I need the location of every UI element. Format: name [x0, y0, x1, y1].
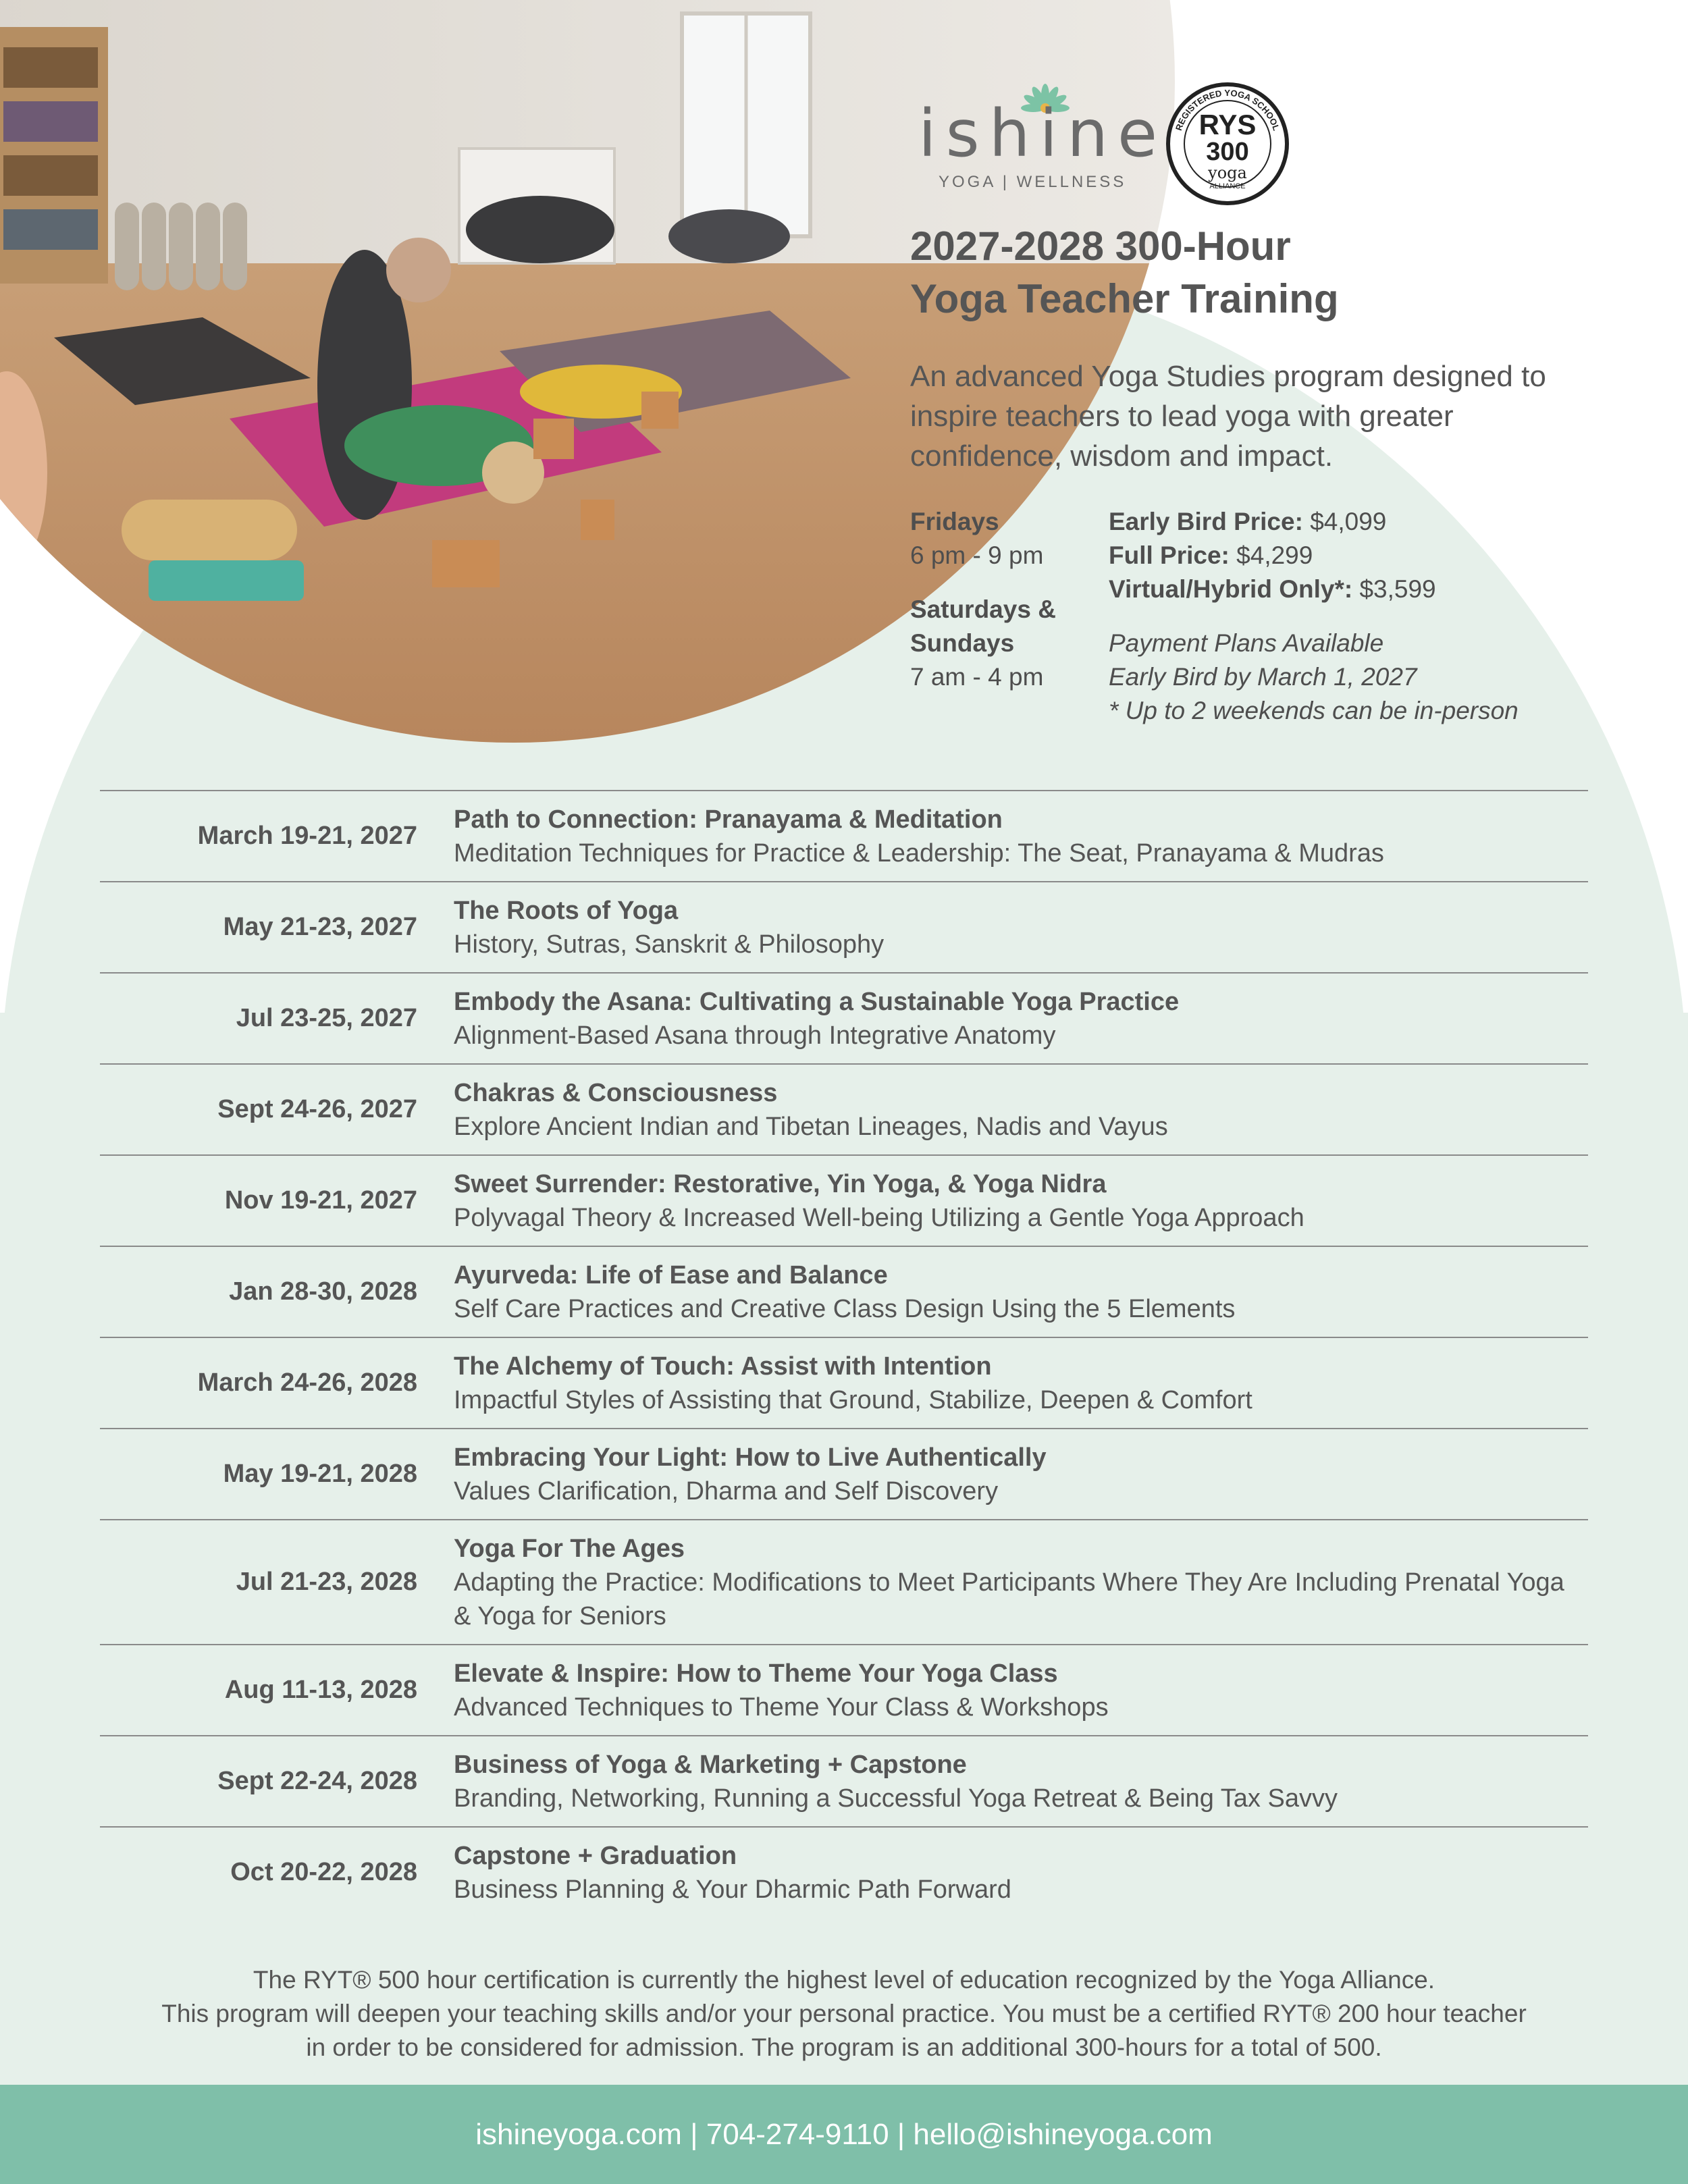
module-description: Business Planning & Your Dharmic Path Forward — [454, 1875, 1011, 1904]
title-line-1: 2027-2028 300-Hour — [910, 223, 1291, 269]
module-description: Meditation Techniques for Practice & Leadership: The Seat, Pranayama & Mudras — [454, 838, 1384, 868]
page-title — [910, 220, 1653, 325]
module-date: May 21-23, 2027 — [223, 913, 417, 941]
module-schedule-table — [100, 790, 1588, 1917]
logo-tagline: YOGA | WELLNESS — [939, 173, 1127, 191]
certification-note-line-3: in order to be considered for admission. The program is an additional 300-hours for a total of 500. — [306, 2033, 1382, 2061]
module-row — [100, 1645, 1588, 1736]
badge-hours: 300 — [1206, 138, 1249, 166]
schedule-time-fridays: 6 pm - 9 pm — [910, 541, 1044, 569]
price-virtual: Virtual/Hybrid Only*: $3,599 — [1109, 575, 1436, 603]
module-date: May 19-21, 2028 — [223, 1460, 417, 1488]
module-title: Sweet Surrender: Restorative, Yin Yoga, & Yoga Nidra — [454, 1169, 1107, 1198]
module-row — [100, 791, 1588, 882]
price-full: Full Price: $4,299 — [1109, 541, 1313, 569]
module-description: Advanced Techniques to Theme Your Class & Workshops — [454, 1693, 1109, 1722]
module-row — [100, 1065, 1588, 1156]
certification-note — [68, 1963, 1620, 2065]
schedule-day-saturdays: Saturdays & — [910, 595, 1056, 623]
module-row — [100, 1247, 1588, 1338]
module-row — [100, 1156, 1588, 1247]
schedule-day-fridays: Fridays — [910, 508, 999, 535]
module-description: Explore Ancient Indian and Tibetan Lineages, Nadis and Vayus — [454, 1112, 1168, 1141]
schedule-day-sundays: Sundays — [910, 629, 1015, 657]
rys-300-badge — [1165, 81, 1290, 207]
badge-alliance: ALLIANCE — [1209, 182, 1246, 190]
intro-paragraph: An advanced Yoga Studies program designed to inspire teachers to lead yoga with greater confidence, wisdom and impact. — [910, 360, 1546, 473]
title-line-2: Yoga Teacher Training — [910, 276, 1339, 321]
logo-wordmark: ishine — [918, 96, 1167, 171]
ishine-logo — [918, 81, 1167, 196]
contact-info: ishineyoga.com | 704-274-9110 | hello@ishineyoga.com — [475, 2117, 1213, 2151]
module-title: Path to Connection: Pranayama & Meditation — [454, 805, 1003, 834]
module-date: Nov 19-21, 2027 — [224, 1186, 417, 1215]
module-row — [100, 1736, 1588, 1828]
module-title: Yoga For The Ages — [454, 1534, 685, 1563]
module-title: Chakras & Consciousness — [454, 1078, 778, 1107]
module-date: Jul 21-23, 2028 — [236, 1568, 417, 1596]
badge-yoga: yoga — [1208, 163, 1247, 182]
module-description: Polyvagal Theory & Increased Well-being Utilizing a Gentle Yoga Approach — [454, 1203, 1304, 1232]
module-row — [100, 1338, 1588, 1429]
module-date: Aug 11-13, 2028 — [224, 1676, 417, 1704]
badge-ring-text: REGISTERED YOGA SCHOOL — [1173, 88, 1282, 132]
module-title: Elevate & Inspire: How to Theme Your Yoga Class — [454, 1659, 1058, 1688]
module-title: Capstone + Graduation — [454, 1841, 737, 1870]
module-title: Ayurveda: Life of Ease and Balance — [454, 1260, 888, 1289]
module-title: The Alchemy of Touch: Assist with Intention — [454, 1352, 992, 1381]
module-description: Adapting the Practice: Modifications to Meet Participants Where They Are Including Prenatal Yoga & Yoga for Seniors — [454, 1568, 1564, 1630]
certification-note-line-1: The RYT® 500 hour certification is currently the highest level of education recognized by the Yoga Alliance. — [253, 1966, 1435, 1994]
module-date: Jan 28-30, 2028 — [229, 1277, 417, 1306]
module-date: March 24-26, 2028 — [197, 1368, 417, 1397]
module-description: Self Care Practices and Creative Class Design Using the 5 Elements — [454, 1294, 1236, 1323]
module-row — [100, 1828, 1588, 1917]
note-payment-plans: Payment Plans Available — [1109, 629, 1384, 657]
module-date: March 19-21, 2027 — [197, 822, 417, 850]
module-description: Branding, Networking, Running a Successful Yoga Retreat & Being Tax Savvy — [454, 1784, 1338, 1813]
badge-rys: RYS — [1198, 109, 1257, 140]
schedule-block — [910, 505, 1113, 694]
note-early-bird-deadline: Early Bird by March 1, 2027 — [1109, 663, 1417, 691]
module-description: History, Sutras, Sanskrit & Philosophy — [454, 930, 885, 959]
schedule-time-weekend: 7 am - 4 pm — [910, 663, 1044, 691]
module-row — [100, 882, 1588, 974]
contact-bar — [0, 2085, 1688, 2184]
module-row — [100, 1520, 1588, 1645]
module-date: Sept 22-24, 2028 — [217, 1767, 417, 1795]
module-title: Embracing Your Light: How to Live Authentically — [454, 1443, 1047, 1472]
module-title: Business of Yoga & Marketing + Capstone — [454, 1750, 967, 1779]
module-description: Alignment-Based Asana through Integrative Anatomy — [454, 1021, 1056, 1050]
module-title: The Roots of Yoga — [454, 896, 679, 925]
certification-note-line-2: This program will deepen your teaching skills and/or your personal practice. You must be a certified RYT® 200 hour teacher — [161, 2000, 1527, 2027]
module-title: Embody the Asana: Cultivating a Sustainable Yoga Practice — [454, 987, 1180, 1016]
module-row — [100, 1429, 1588, 1520]
pricing-block — [1109, 505, 1662, 728]
module-date: Oct 20-22, 2028 — [230, 1858, 417, 1886]
note-in-person: * Up to 2 weekends can be in-person — [1109, 697, 1519, 724]
module-description: Values Clarification, Dharma and Self Discovery — [454, 1476, 999, 1506]
module-row — [100, 974, 1588, 1065]
module-date: Sept 24-26, 2027 — [217, 1095, 417, 1123]
price-early-bird: Early Bird Price: $4,099 — [1109, 508, 1387, 535]
module-date: Jul 23-25, 2027 — [236, 1004, 417, 1032]
module-description: Impactful Styles of Assisting that Ground, Stabilize, Deepen & Comfort — [454, 1385, 1252, 1414]
